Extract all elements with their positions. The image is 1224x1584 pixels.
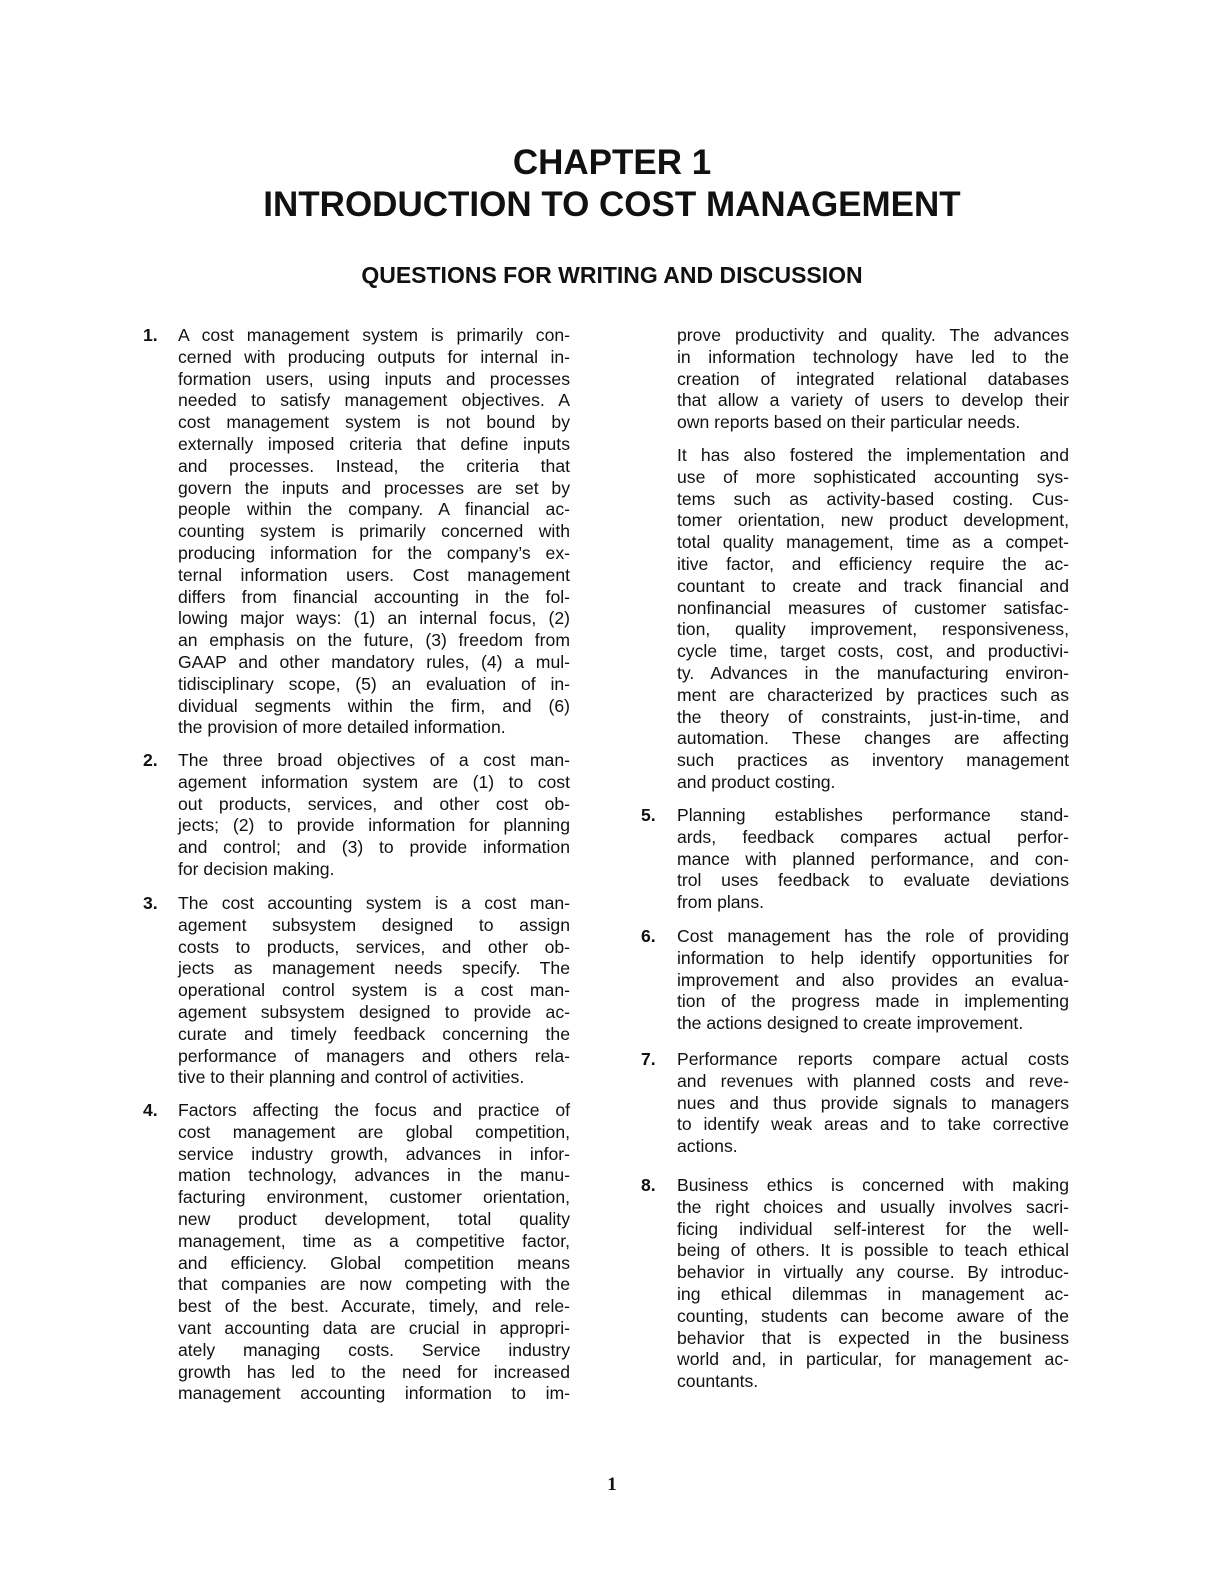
text-line: govern the inputs and processes are set by bbox=[178, 477, 570, 498]
text-line: in information technology have led to the bbox=[677, 346, 1069, 367]
text-line: and control; and (3) to provide information bbox=[178, 837, 570, 858]
text-line: from plans. bbox=[677, 892, 765, 913]
text-line: tomer orientation, new product development, bbox=[677, 510, 1069, 531]
text-line: being of others. It is possible to teach ethical bbox=[677, 1240, 1069, 1261]
text-line: cost management are global competition, bbox=[178, 1121, 570, 1142]
text-line: cost management system is not bound by bbox=[178, 412, 570, 433]
text-line: agement information system are (1) to cost bbox=[178, 771, 570, 792]
text-line: information to help identify opportunities for bbox=[677, 947, 1069, 968]
text-line: actions. bbox=[677, 1136, 738, 1157]
text-line: producing information for the company’s ex- bbox=[178, 542, 570, 563]
text-line: the right choices and usually involves sacri- bbox=[677, 1196, 1069, 1217]
text-line: management accounting information to im- bbox=[178, 1383, 570, 1404]
text-line: to identify weak areas and to take corrective bbox=[677, 1114, 1069, 1135]
text-line: automation. These changes are affecting bbox=[677, 728, 1069, 749]
text-line: nues and thus provide signals to managers bbox=[677, 1092, 1069, 1113]
text-line: ately managing costs. Service industry bbox=[178, 1339, 570, 1360]
page-number: 1 bbox=[607, 1474, 617, 1495]
text-line: own reports based on their particular needs. bbox=[677, 412, 1021, 433]
text-line: curate and timely feedback concerning the bbox=[178, 1023, 570, 1044]
text-line: the provision of more detailed information. bbox=[178, 717, 506, 738]
text-line: ing ethical dilemmas in management ac- bbox=[677, 1283, 1069, 1304]
text-line: and revenues with planned costs and reve- bbox=[677, 1070, 1069, 1091]
question-number: 8. bbox=[641, 1175, 656, 1195]
text-line: tems such as activity-based costing. Cus- bbox=[677, 488, 1069, 509]
text-line: ty. Advances in the manufacturing environ- bbox=[677, 662, 1069, 683]
text-line: The three broad objectives of a cost man- bbox=[178, 750, 570, 770]
text-line: jects as management needs specify. The bbox=[178, 958, 570, 979]
text-line: Factors affecting the focus and practice of bbox=[178, 1100, 570, 1120]
text-line: formation users, using inputs and processes bbox=[178, 368, 570, 389]
text-line: externally imposed criteria that define inputs bbox=[178, 433, 570, 454]
text-line: behavior in virtually any course. By introduc- bbox=[677, 1262, 1069, 1283]
answer-paragraph bbox=[178, 325, 570, 739]
text-line: behavior that is expected in the business bbox=[677, 1327, 1069, 1348]
text-line: tive to their planning and control of activities. bbox=[178, 1067, 525, 1088]
text-line: Performance reports compare actual costs bbox=[677, 1049, 1069, 1069]
text-line: nonfinancial measures of customer satisfac- bbox=[677, 597, 1069, 618]
text-line: agement subsystem designed to provide ac- bbox=[178, 1001, 570, 1022]
text-line: that allow a variety of users to develop their bbox=[677, 390, 1069, 411]
text-line: The cost accounting system is a cost man- bbox=[178, 893, 570, 913]
text-line: vant accounting data are crucial in appropri- bbox=[178, 1317, 570, 1338]
text-line: prove productivity and quality. The advances bbox=[677, 325, 1069, 345]
text-line: differs from financial accounting in the fol- bbox=[178, 586, 570, 607]
text-line: needed to satisfy management objectives. A bbox=[178, 390, 570, 411]
answer-paragraph bbox=[677, 926, 1069, 1035]
chapter-title: INTRODUCTION TO COST MANAGEMENT bbox=[263, 185, 961, 224]
text-line: countant to create and track financial and bbox=[677, 575, 1069, 596]
text-line: Planning establishes performance stand- bbox=[677, 805, 1069, 825]
text-line: itive factor, and efficiency require the ac- bbox=[677, 553, 1069, 574]
text-line: growth has led to the need for increased bbox=[178, 1361, 570, 1382]
text-line: and product costing. bbox=[677, 771, 836, 792]
text-line: such practices as inventory management bbox=[677, 750, 1069, 771]
question-number: 3. bbox=[143, 893, 158, 913]
text-line: Cost management has the role of providing bbox=[677, 926, 1069, 946]
text-line: cerned with producing outputs for internal in- bbox=[178, 346, 570, 367]
text-line: service industry growth, advances in infor- bbox=[178, 1143, 570, 1164]
text-line: and efficiency. Global competition means bbox=[178, 1252, 570, 1273]
text-line: creation of integrated relational databases bbox=[677, 368, 1069, 389]
question-number: 2. bbox=[143, 750, 158, 770]
text-line: performance of managers and others rela- bbox=[178, 1045, 570, 1066]
text-line: total quality management, time as a compet- bbox=[677, 532, 1069, 553]
section-heading: QUESTIONS FOR WRITING AND DISCUSSION bbox=[361, 262, 863, 288]
text-line: the theory of constraints, just-in-time, and bbox=[677, 706, 1069, 727]
answer-paragraph bbox=[178, 1100, 570, 1405]
answer-continuation bbox=[677, 445, 1069, 794]
text-line: agement subsystem designed to assign bbox=[178, 914, 570, 935]
answer-paragraph bbox=[677, 1049, 1069, 1158]
answer-paragraph bbox=[677, 1175, 1069, 1393]
text-line: jects; (2) to provide information for planning bbox=[178, 815, 570, 836]
text-line: improvement and also provides an evalua- bbox=[677, 969, 1069, 990]
text-line: operational control system is a cost man- bbox=[178, 980, 570, 1001]
question-number: 1. bbox=[143, 325, 158, 345]
text-line: GAAP and other mandatory rules, (4) a mul- bbox=[178, 651, 570, 672]
question-number: 6. bbox=[641, 926, 656, 946]
text-line: cycle time, target costs, cost, and productivi- bbox=[677, 641, 1069, 662]
text-line: people within the company. A financial ac- bbox=[178, 499, 570, 520]
text-line: ternal information users. Cost management bbox=[178, 564, 570, 585]
text-line: ficing individual self-interest for the well- bbox=[677, 1218, 1069, 1239]
text-line: use of more sophisticated accounting sys- bbox=[677, 466, 1069, 487]
text-line: tion of the progress made in implementing bbox=[677, 991, 1069, 1012]
text-line: counting, students can become aware of the bbox=[677, 1305, 1069, 1326]
text-line: an emphasis on the future, (3) freedom from bbox=[178, 630, 570, 651]
text-line: and processes. Instead, the criteria that bbox=[178, 455, 570, 476]
chapter-number: CHAPTER 1 bbox=[512, 143, 712, 182]
text-line: A cost management system is primarily con- bbox=[178, 325, 570, 345]
text-line: lowing major ways: (1) an internal focus, (2) bbox=[178, 608, 570, 629]
answer-paragraph bbox=[178, 893, 570, 1089]
answer-paragraph bbox=[178, 750, 570, 881]
text-line: for decision making. bbox=[178, 858, 335, 879]
question-number: 5. bbox=[641, 805, 656, 825]
text-line: ards, feedback compares actual perfor- bbox=[677, 826, 1069, 847]
text-line: that companies are now competing with the bbox=[178, 1274, 570, 1295]
text-line: ment are characterized by practices such as bbox=[677, 684, 1069, 705]
text-line: trol uses feedback to evaluate deviations bbox=[677, 870, 1069, 891]
text-line: Business ethics is concerned with making bbox=[677, 1175, 1069, 1195]
question-number: 7. bbox=[641, 1049, 656, 1069]
text-line: world and, in particular, for management ac- bbox=[677, 1349, 1069, 1370]
text-line: countants. bbox=[677, 1371, 759, 1392]
text-line: tion, quality improvement, responsiveness, bbox=[677, 619, 1069, 640]
text-line: dividual segments within the firm, and (6) bbox=[178, 695, 570, 716]
text-line: the actions designed to create improvement. bbox=[677, 1013, 1024, 1034]
text-line: mation technology, advances in the manu- bbox=[178, 1165, 570, 1186]
text-line: out products, services, and other cost ob- bbox=[178, 793, 570, 814]
answer-continuation bbox=[677, 325, 1069, 434]
text-line: management, time as a competitive factor, bbox=[178, 1230, 570, 1251]
text-line: new product development, total quality bbox=[178, 1208, 570, 1229]
text-line: tidisciplinary scope, (5) an evaluation of in- bbox=[178, 673, 570, 694]
text-line: It has also fostered the implementation and bbox=[677, 445, 1069, 465]
text-line: mance with planned performance, and con- bbox=[677, 848, 1069, 869]
text-line: facturing environment, customer orientation, bbox=[178, 1187, 570, 1208]
text-line: costs to products, services, and other ob- bbox=[178, 936, 570, 957]
text-line: counting system is primarily concerned with bbox=[178, 521, 570, 542]
text-line: best of the best. Accurate, timely, and rele- bbox=[178, 1296, 570, 1317]
question-number: 4. bbox=[143, 1100, 158, 1120]
answer-paragraph bbox=[677, 805, 1069, 914]
